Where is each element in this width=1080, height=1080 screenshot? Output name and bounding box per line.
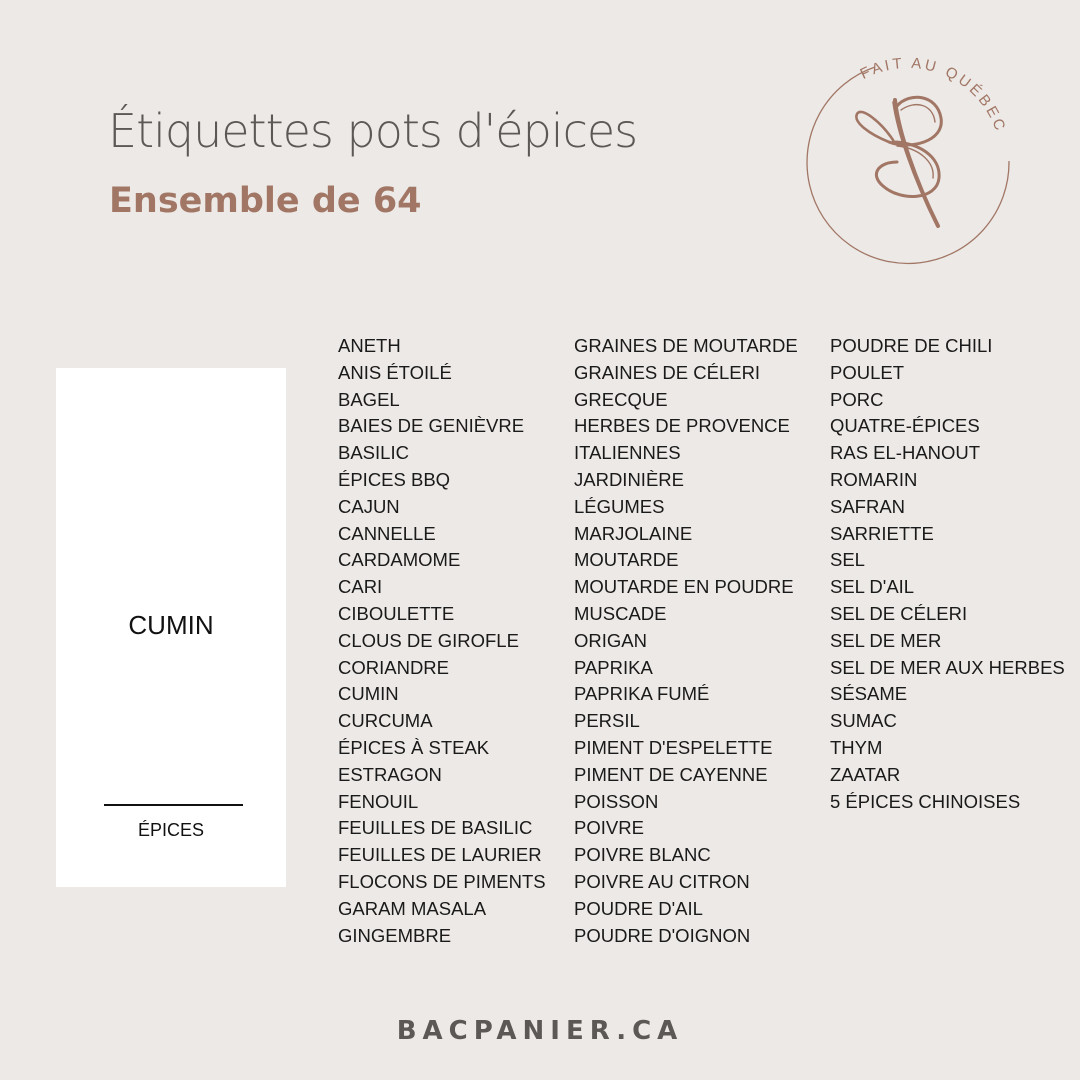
spice-list-column-3: [830, 333, 1065, 815]
spice-list-item: SÉSAME: [830, 683, 908, 705]
spice-list-item: BAGEL: [338, 388, 400, 410]
spice-list-item: POULET: [830, 361, 905, 383]
spice-list-item: ORIGAN: [574, 629, 647, 651]
spice-list-item: CARI: [338, 576, 383, 598]
spice-list-item: POUDRE D'OIGNON: [574, 924, 751, 946]
website-footer: BACPANIER.CA: [396, 1016, 684, 1046]
spice-list-item: SARRIETTE: [830, 522, 934, 544]
spice-list-item: CORIANDRE: [338, 656, 450, 678]
spice-list-item: RAS EL-HANOUT: [830, 442, 981, 464]
spice-list-item: PORC: [830, 388, 884, 410]
spice-list-item: THYM: [830, 736, 883, 758]
spice-list-item: FENOUIL: [338, 790, 419, 812]
spice-list-item: PAPRIKA: [574, 656, 653, 678]
spice-list-item: QUATRE-ÉPICES: [830, 415, 980, 437]
spice-list-item: JARDINIÈRE: [574, 468, 684, 490]
spice-list-column-1: [338, 333, 546, 949]
label-spice-name: CUMIN: [128, 610, 214, 640]
spice-list-item: ÉPICES BBQ: [338, 468, 451, 490]
spice-list-item: FEUILLES DE LAURIER: [338, 844, 542, 866]
spice-list-item: 5 ÉPICES CHINOISES: [830, 790, 1021, 812]
spice-list-item: CLOUS DE GIROFLE: [338, 629, 519, 651]
spice-list-item: POUDRE D'AIL: [574, 897, 703, 919]
spice-list-item: ÉPICES À STEAK: [338, 736, 490, 758]
label-preview-card: [56, 368, 286, 887]
spice-list-item: CAJUN: [338, 495, 400, 517]
page-subtitle: Ensemble de 64: [109, 181, 422, 221]
spice-list-item: LÉGUMES: [574, 495, 665, 517]
spice-list-item: CANNELLE: [338, 522, 436, 544]
spice-list-item: SEL DE MER AUX HERBES: [830, 656, 1065, 678]
spice-list-item: PERSIL: [574, 710, 640, 732]
spice-list-item: GRAINES DE MOUTARDE: [574, 335, 798, 356]
spice-list-item: PIMENT D'ESPELETTE: [574, 736, 773, 758]
spice-list-item: MOUTARDE: [574, 549, 679, 571]
label-category: ÉPICES: [137, 820, 205, 840]
spice-list-item: POISSON: [574, 790, 659, 812]
spice-list-item: SEL DE MER: [830, 629, 942, 651]
spice-list-item: BAIES DE GENIÈVRE: [338, 415, 525, 437]
spice-list-item: MOUTARDE EN POUDRE: [574, 576, 794, 598]
spice-list-item: FEUILLES DE BASILIC: [338, 817, 533, 839]
fait-au-quebec-seal: [797, 50, 1019, 272]
seal-text: FAIT AU QUÉBEC: [857, 54, 1010, 136]
spice-list-item: ROMARIN: [830, 468, 918, 490]
spice-list-item: GINGEMBRE: [338, 924, 452, 946]
spice-list-item: SUMAC: [830, 710, 897, 732]
spice-list-item: MUSCADE: [574, 602, 667, 624]
spice-list-item: CARDAMOME: [338, 549, 461, 571]
page-title: Étiquettes pots d'épices: [108, 104, 638, 158]
spice-list-item: SAFRAN: [830, 495, 906, 517]
spice-list-item: PIMENT DE CAYENNE: [574, 763, 768, 785]
spice-list-item: MARJOLAINE: [574, 522, 693, 544]
spice-list-item: CIBOULETTE: [338, 602, 455, 624]
spice-list-item: GRAINES DE CÉLERI: [574, 361, 761, 383]
spice-list-item: GARAM MASALA: [338, 897, 487, 919]
spice-list-item: POUDRE DE CHILI: [830, 335, 993, 356]
spice-list-item: ESTRAGON: [338, 763, 442, 785]
spice-list-item: CURCUMA: [338, 710, 433, 732]
monogram-icon: [856, 97, 941, 226]
spice-list-item: HERBES DE PROVENCE: [574, 415, 790, 437]
spice-list-item: POIVRE BLANC: [574, 844, 711, 866]
spice-list-item: SEL D'AIL: [830, 576, 915, 598]
spice-list-item: GRECQUE: [574, 388, 668, 410]
spice-list-item: ANETH: [338, 335, 401, 356]
label-divider: [104, 804, 243, 806]
spice-list-item: ZAATAR: [830, 763, 901, 785]
seal-graphic: [797, 50, 1019, 272]
spice-list-item: ANIS ÉTOILÉ: [338, 361, 452, 383]
spice-list-item: PAPRIKA FUMÉ: [574, 683, 710, 705]
spice-list-column-2: [574, 333, 798, 949]
spice-list-item: POIVRE: [574, 817, 644, 839]
spice-list-item: FLOCONS DE PIMENTS: [338, 870, 546, 892]
spice-list-item: BASILIC: [338, 442, 409, 464]
spice-list-item: SEL DE CÉLERI: [830, 602, 968, 624]
spice-list-item: CUMIN: [338, 683, 399, 705]
spice-list-item: POIVRE AU CITRON: [574, 870, 750, 892]
spice-list-item: ITALIENNES: [574, 442, 681, 464]
spice-list-item: SEL: [830, 549, 865, 571]
